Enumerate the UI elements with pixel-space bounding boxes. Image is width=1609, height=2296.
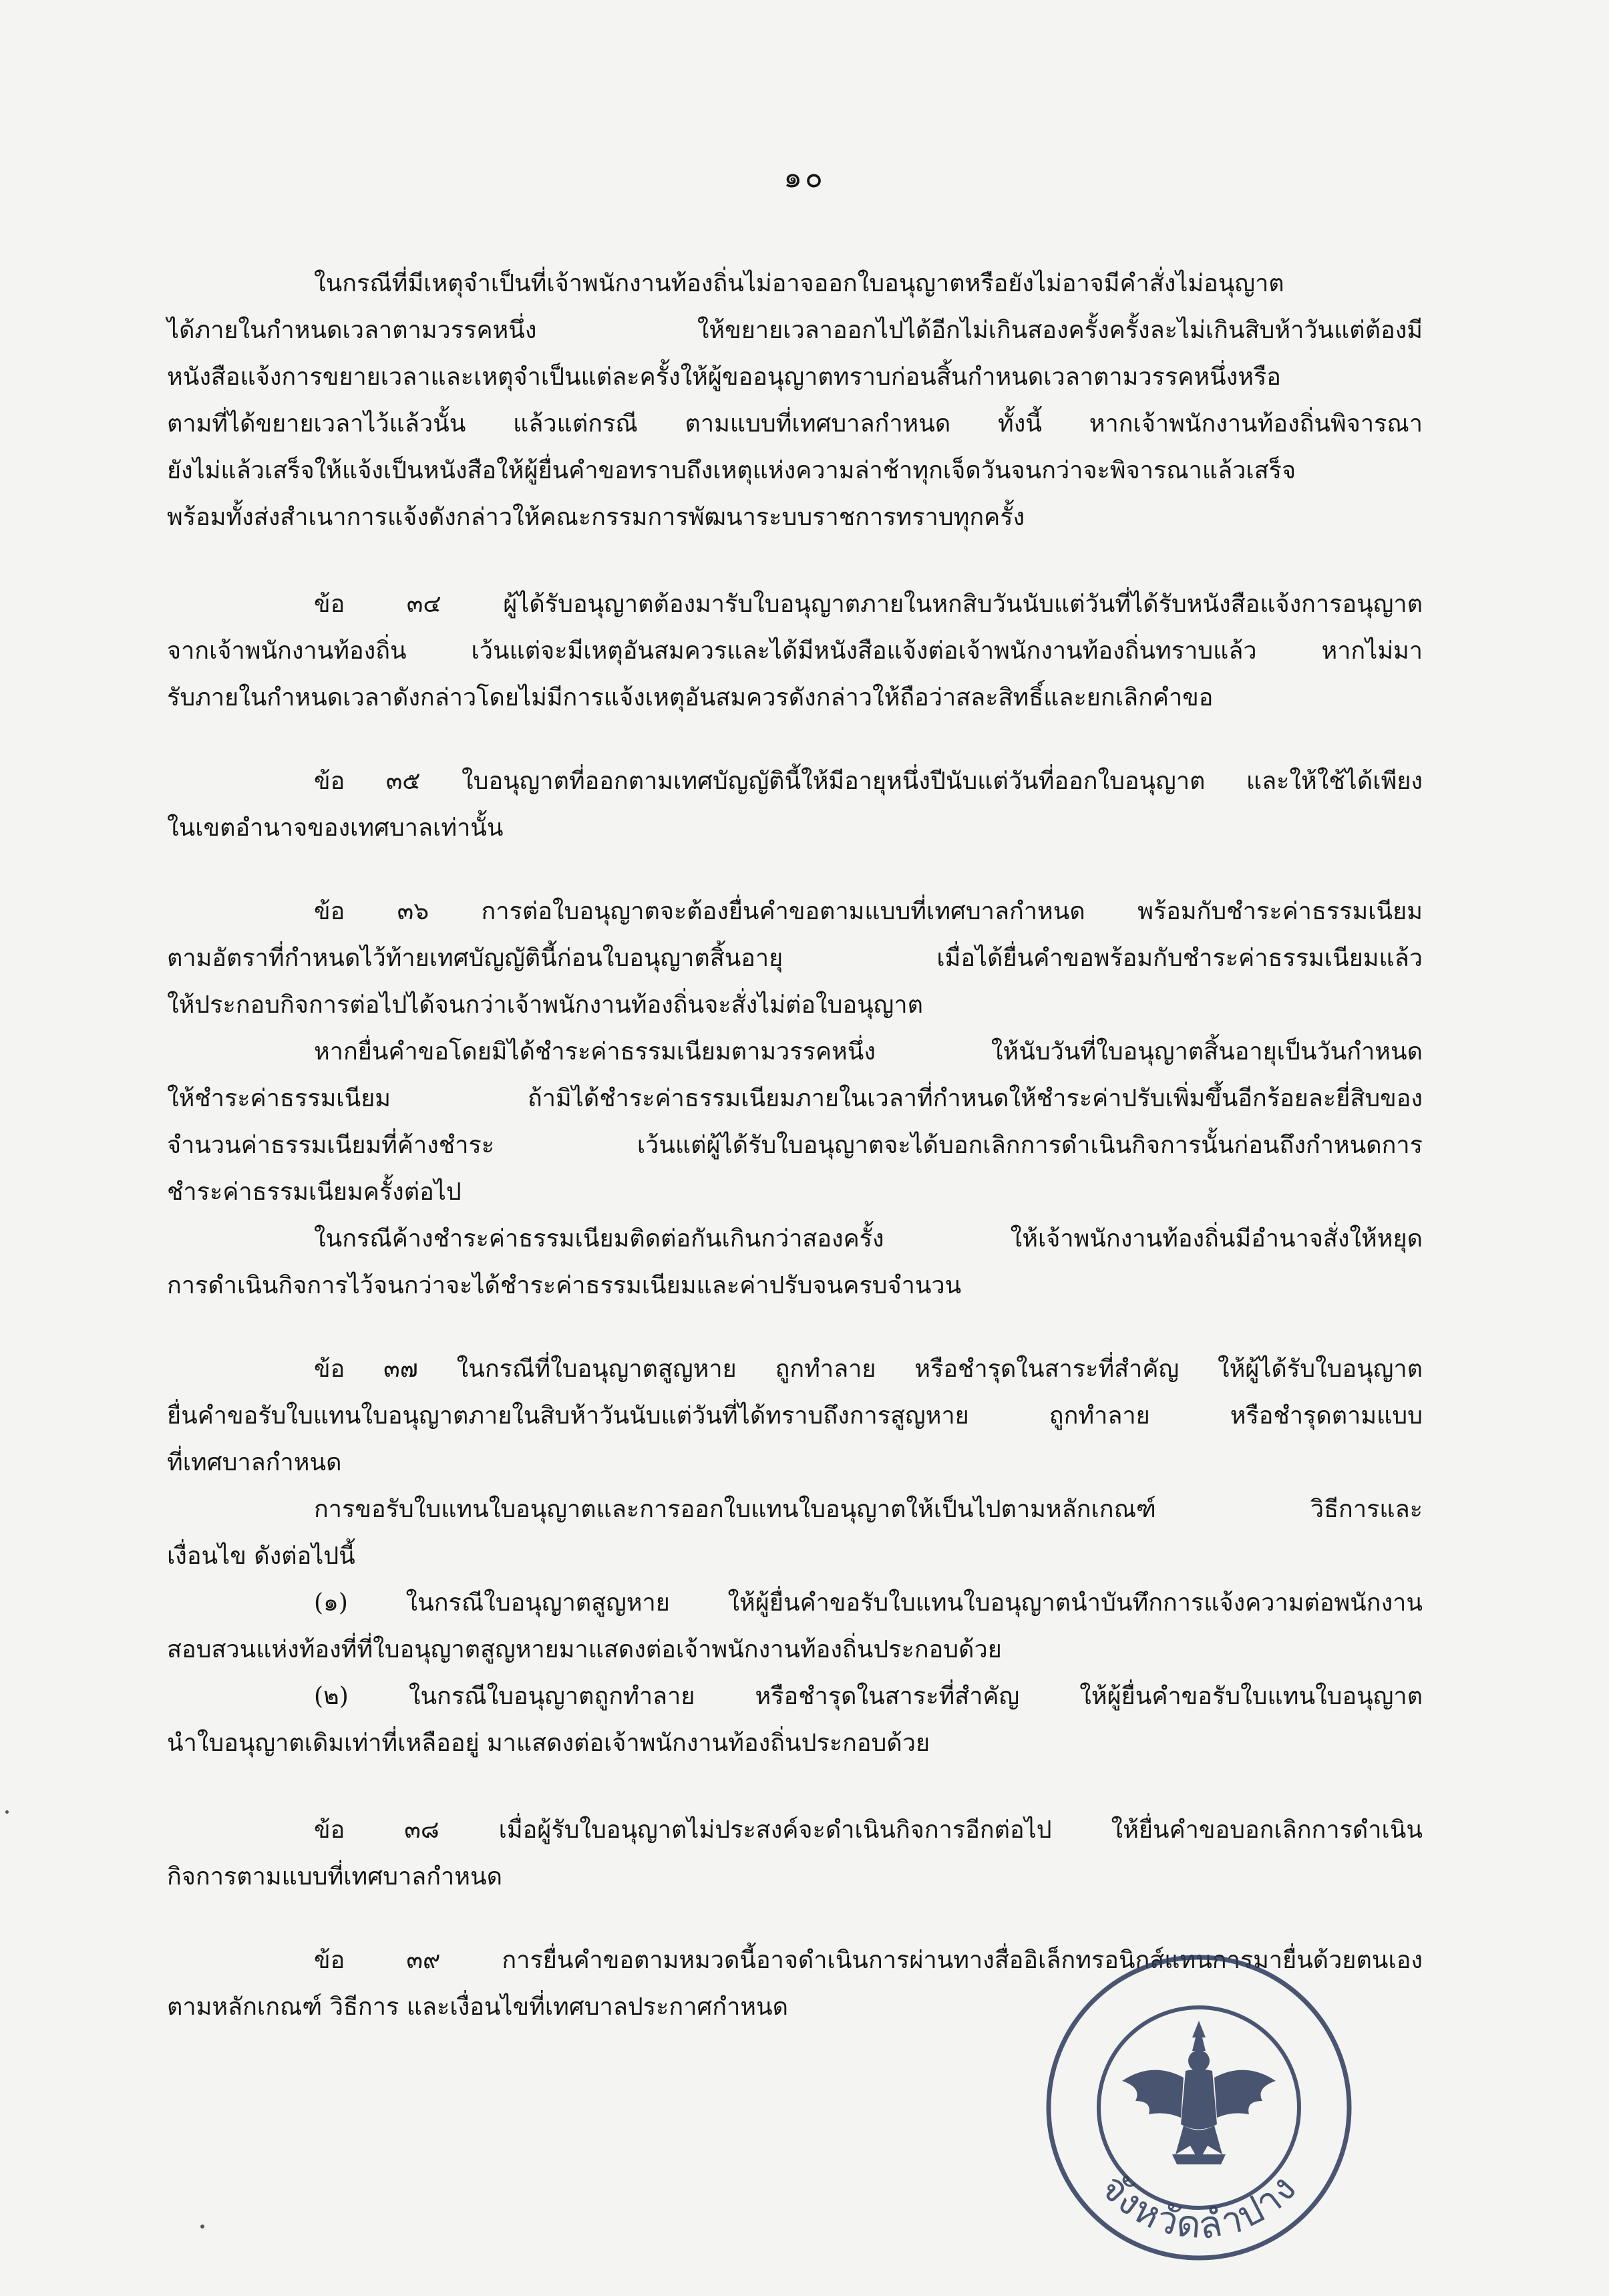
- text-line: รับภายในกำหนดเวลาดังกล่าวโดยไม่มีการแจ้งเหตุอันสมควรดังกล่าวให้ถือว่าสละสิทธิ์และยกเลิกคำขอ: [167, 684, 1214, 711]
- text-line: ข้อ ๓๕ ใบอนุญาตที่ออกตามเทศบัญญัตินี้ให้มีอายุหนึ่งปีนับแต่วันที่ออกใบอนุญาต และให้ใช้ได้เพียง: [314, 768, 1423, 795]
- text-line: การดำเนินกิจการไว้จนกว่าจะได้ชำระค่าธรรมเนียมและค่าปรับจนครบจำนวน: [167, 1272, 962, 1299]
- text-line: จากเจ้าพนักงานท้องถิ่น เว้นแต่จะมีเหตุอันสมควรและได้มีหนังสือแจ้งต่อเจ้าพนักงานท้องถิ่นทราบแล้ว หากไม่มา: [167, 637, 1423, 665]
- text-line: หนังสือแจ้งการขยายเวลาและเหตุจำเป็นแต่ละครั้งให้ผู้ขออนุญาตทราบก่อนสิ้นกำหนดเวลาตามวรรคหนึ่งหรือ: [167, 363, 1281, 391]
- text-line: ข้อ ๓๘ เมื่อผู้รับใบอนุญาตไม่ประสงค์จะดำเนินกิจการอีกต่อไป ให้ยื่นคำขอบอกเลิกการดำเนิน: [314, 1816, 1423, 1844]
- text-line: ยังไม่แล้วเสร็จให้แจ้งเป็นหนังสือให้ผู้ยื่นคำขอทราบถึงเหตุแห่งความล่าช้าทุกเจ็ดวันจนกว่าจะพิจารณาแล้วเสร็จ: [167, 457, 1296, 484]
- text-line: จำนวนค่าธรรมเนียมที่ค้างชำระ เว้นแต่ผู้ได้รับใบอนุญาตจะได้บอกเลิกการดำเนินกิจการนั้นก่อนถึงกำหนดการ: [167, 1132, 1423, 1159]
- text-line: นำใบอนุญาตเดิมเท่าที่เหลืออยู่ มาแสดงต่อเจ้าพนักงานท้องถิ่นประกอบด้วย: [167, 1730, 930, 1757]
- text-line: ข้อ ๓๔ ผู้ได้รับอนุญาตต้องมารับใบอนุญาตภายในหกสิบวันนับแต่วันที่ได้รับหนังสือแจ้งการอนุญาต: [314, 591, 1423, 618]
- text-line: การขอรับใบแทนใบอนุญาตและการออกใบแทนใบอนุญาตให้เป็นไปตามหลักเกณฑ์ วิธีการและ: [314, 1496, 1423, 1523]
- text-line: ให้ประกอบกิจการต่อไปได้จนกว่าเจ้าพนักงานท้องถิ่นจะสั่งไม่ต่อใบอนุญาต: [167, 991, 923, 1019]
- text-line: ข้อ ๓๗ ในกรณีที่ใบอนุญาตสูญหาย ถูกทำลาย หรือชำรุดในสาระที่สำคัญ ให้ผู้ได้รับใบอนุญาต: [314, 1355, 1423, 1383]
- text-line: ข้อ ๓๙ การยื่นคำขอตามหมวดนี้อาจดำเนินการผ่านทางสื่ออิเล็กทรอนิกส์แทนการมายื่นด้วยตนเอง: [314, 1947, 1423, 1974]
- text-line: ข้อ ๓๖ การต่อใบอนุญาตจะต้องยื่นคำขอตามแบบที่เทศบาลกำหนด พร้อมกับชำระค่าธรรมเนียม: [314, 898, 1423, 925]
- text-line: (๑) ในกรณีใบอนุญาตสูญหาย ให้ผู้ยื่นคำขอรับใบแทนใบอนุญาตนำบันทึกการแจ้งความต่อพนักงาน: [314, 1589, 1423, 1617]
- seal-text: จังหวัดลำปาง: [1092, 2166, 1306, 2249]
- text-line: ชำระค่าธรรมเนียมครั้งต่อไป: [167, 1178, 462, 1206]
- scan-speck: [200, 2225, 204, 2229]
- text-line: กิจการตามแบบที่เทศบาลกำหนด: [167, 1863, 502, 1891]
- text-line: ในกรณีค้างชำระค่าธรรมเนียมติดต่อกันเกินกว่าสองครั้ง ให้เจ้าพนักงานท้องถิ่นมีอำนาจสั่งให้หยุด: [314, 1225, 1423, 1253]
- official-seal: [1042, 1951, 1356, 2265]
- text-line: ตามหลักเกณฑ์ วิธีการ และเงื่อนไขที่เทศบาลประกาศกำหนด: [167, 1993, 789, 2021]
- text-line: ให้ชำระค่าธรรมเนียม ถ้ามิได้ชำระค่าธรรมเนียมภายในเวลาที่กำหนดให้ชำระค่าปรับเพิ่มขึ้นอีกร้อยละยี่สิบของ: [167, 1085, 1423, 1112]
- text-line: เงื่อนไข ดังต่อไปนี้: [167, 1542, 355, 1570]
- text-line: ในเขตอำนาจของเทศบาลเท่านั้น: [167, 814, 504, 842]
- text-line: ได้ภายในกำหนดเวลาตามวรรคหนึ่ง ให้ขยายเวลาออกไปได้อีกไม่เกินสองครั้งครั้งละไม่เกินสิบห้าวันแต่ต้องมี: [167, 317, 1423, 344]
- text-line: ที่เทศบาลกำหนด: [167, 1449, 342, 1476]
- text-line: หากยื่นคำขอโดยมิได้ชำระค่าธรรมเนียมตามวรรคหนึ่ง ให้นับวันที่ใบอนุญาตสิ้นอายุเป็นวันกำหนด: [314, 1038, 1423, 1065]
- text-line: ยื่นคำขอรับใบแทนใบอนุญาตภายในสิบห้าวันนับแต่วันที่ได้ทราบถึงการสูญหาย ถูกทำลาย หรือชำรุดตามแบบ: [167, 1402, 1423, 1430]
- text-line: พร้อมทั้งส่งสำเนาการแจ้งดังกล่าวให้คณะกรรมการพัฒนาระบบราชการทราบทุกครั้ง: [167, 504, 1025, 531]
- text-line: (๒) ในกรณีใบอนุญาตถูกทำลาย หรือชำรุดในสาระที่สำคัญ ให้ผู้ยื่นคำขอรับใบแทนใบอนุญาต: [314, 1683, 1423, 1710]
- text-line: ตามที่ได้ขยายเวลาไว้แล้วนั้น แล้วแต่กรณี ตามแบบที่เทศบาลกำหนด ทั้งนี้ หากเจ้าพนักงานท้องถิ่นพิจารณา: [167, 410, 1423, 438]
- page-number: ๑๐: [783, 160, 826, 194]
- text-line: ตามอัตราที่กำหนดไว้ท้ายเทศบัญญัตินี้ก่อนใบอนุญาตสิ้นอายุ เมื่อได้ยื่นคำขอพร้อมกับชำระค่าธรรมเนียมแล้ว: [167, 945, 1423, 972]
- garuda-emblem-icon: [1122, 2021, 1276, 2164]
- scan-speck: [5, 1810, 9, 1814]
- text-line: สอบสวนแห่งท้องที่ที่ใบอนุญาตสูญหายมาแสดงต่อเจ้าพนักงานท้องถิ่นประกอบด้วย: [167, 1636, 1002, 1663]
- text-line: ในกรณีที่มีเหตุจำเป็นที่เจ้าพนักงานท้องถิ่นไม่อาจออกใบอนุญาตหรือยังไม่อาจมีคำสั่งไม่อนุญาต: [314, 270, 1284, 297]
